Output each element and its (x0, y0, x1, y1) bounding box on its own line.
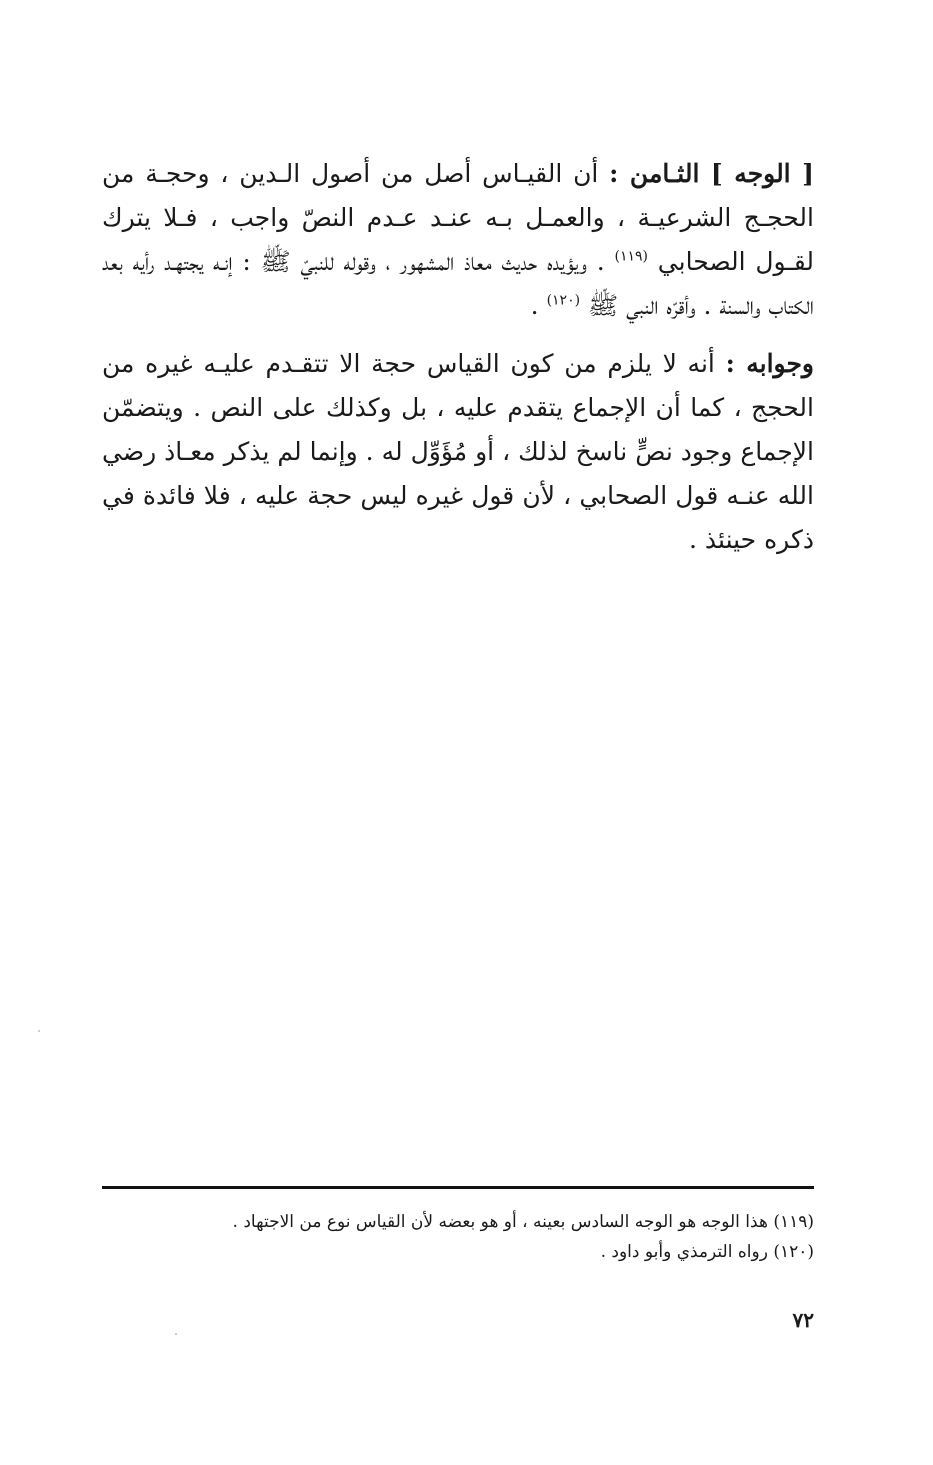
footnote-text: رواه الترمذي وأبو داود . (600, 1242, 768, 1262)
footnote-divider (102, 1186, 814, 1189)
footnote-reference: (١٢٠) (546, 292, 581, 309)
paragraph-text: أنه لا يلزم من كون القياس حجة الا تتقـدم عليـه غيره من الحجج ، كما أن الإجماع يتقدم عليه ، بل وكذلك على النص . ويتضمّن الإجماع وجود نصٍّ ناسخ لذلك ، أو مُؤَوِّل له . وإنما لم يذكر معـاذ رضي الله عنـه قول الصحابي ، لأن قول غيره ليس حجة عليه ، فلا فائدة في ذكره حينئذ . (102, 349, 815, 554)
footnote-text: هذا الوجه هو الوجه السادس بعينه ، أو هو بعضه لأن القياس نوع من الاجتهاد . (232, 1212, 768, 1232)
footnote (102, 1208, 814, 1236)
paragraph-eighth-aspect (102, 152, 814, 328)
page-number: ٧٢ (792, 1308, 814, 1332)
paragraph-answer (102, 342, 814, 562)
paragraph-text: . ويؤيده حديث معاذ المشهور ، وقوله للنبيّ ﷺ : إنـه يجتهـد رأيه بعد الكتاب والسنة . وأقرّه النبي ﷺ (102, 247, 814, 320)
paragraph-heading: وجوابه : (725, 349, 814, 378)
footnote-number: (١١٩) (773, 1212, 814, 1232)
footnote-reference: (١١٩) (614, 248, 649, 265)
scan-speck (38, 1030, 40, 1032)
paragraph-heading: [ الوجه ] الثـامن : (609, 159, 814, 188)
footnote (102, 1238, 814, 1266)
scan-speck (175, 1333, 177, 1335)
paragraph-text: أن القيـاس أصل من أصول الـدين ، وحجـة من الحجـج الشرعيـة ، والعمـل بـه عنـد عـدم النصّ واجب ، فـلا يترك لقـول الصحابي (102, 159, 814, 276)
footnote-number: (١٢٠) (773, 1242, 814, 1262)
paragraph-text: . (530, 291, 539, 320)
